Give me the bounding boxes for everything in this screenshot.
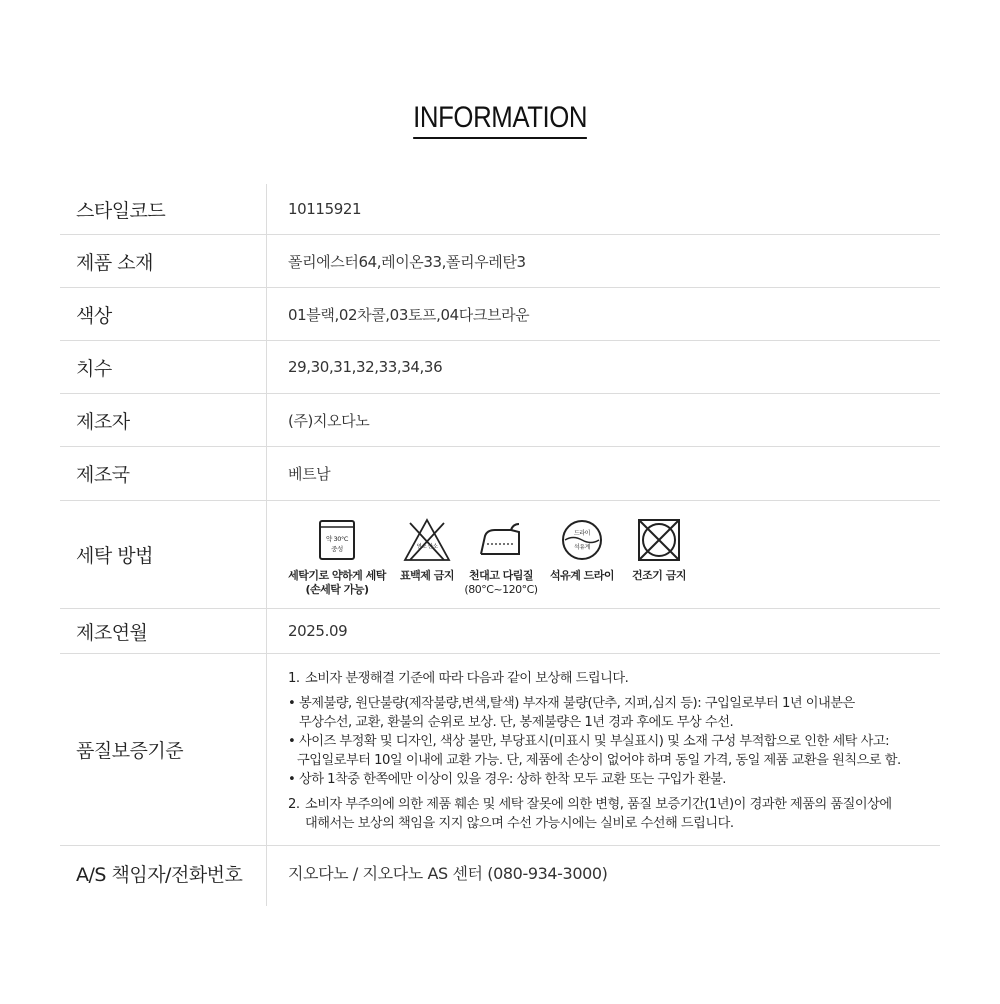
no-bleach-icon bbox=[402, 515, 452, 565]
warranty-bullet-2-a: 사이즈 부정확 및 디자인, 색상 불만, 부당표시(미표시 및 부실표시) 및 소재 구성 부적합으로 인한 세탁 사고: bbox=[299, 733, 890, 749]
row-warranty bbox=[60, 654, 940, 846]
care-label-bleach: 표백제 금지 bbox=[400, 568, 454, 582]
care-label-wash-1: 세탁기로 약하게 세탁 bbox=[288, 568, 386, 582]
style-code-label: 스타일코드 bbox=[60, 184, 267, 234]
size-value: 29,30,31,32,33,34,36 bbox=[288, 358, 443, 376]
row-style-code bbox=[60, 184, 940, 235]
warranty-item-1 bbox=[288, 669, 901, 688]
warranty-value bbox=[267, 654, 940, 845]
care-item-tumble bbox=[624, 515, 694, 583]
row-laundry bbox=[60, 501, 940, 609]
wash-30c-neutral-icon bbox=[317, 515, 357, 565]
iron-icon bbox=[477, 515, 525, 565]
no-tumble-dry-icon bbox=[636, 515, 682, 565]
row-as-contact bbox=[60, 846, 940, 906]
info-table bbox=[60, 184, 940, 906]
warranty-num-2: 2. bbox=[288, 796, 300, 812]
care-label-iron-1: 천대고 다림질 bbox=[468, 568, 534, 582]
maker-label: 제조자 bbox=[60, 394, 267, 446]
color-label: 색상 bbox=[60, 288, 267, 340]
row-color bbox=[60, 288, 940, 341]
row-maker bbox=[60, 394, 940, 447]
care-item-bleach bbox=[392, 515, 462, 583]
dryclean-icon-text-1: 드라이 bbox=[573, 529, 591, 537]
warranty-text-1: 소비자 분쟁해결 기준에 따라 다음과 같이 보상해 드립니다. bbox=[305, 670, 629, 686]
care-label-tumble: 건조기 금지 bbox=[632, 568, 686, 582]
warranty-label: 품질보증기준 bbox=[60, 654, 267, 845]
style-code-value: 10115921 bbox=[288, 200, 362, 218]
country-label: 제조국 bbox=[60, 447, 267, 500]
care-symbols bbox=[282, 515, 694, 597]
warranty-bullet-2-b: 구입일로부터 10일 이내에 교환 가능. 단, 제품에 손상이 없어야 하며 동일 가격, 동일 제품 교환을 원칙으로 함. bbox=[297, 752, 901, 768]
care-label-iron-2: (80°C~120°C) bbox=[464, 582, 538, 596]
warranty-text bbox=[288, 667, 901, 833]
laundry-value bbox=[267, 501, 940, 608]
wash-icon-text-temp: 약 30°C bbox=[325, 534, 349, 543]
row-country bbox=[60, 447, 940, 501]
country-value: 베트남 bbox=[288, 465, 331, 483]
material-value: 폴리에스터64,레이온33,폴리우레탄3 bbox=[288, 252, 526, 271]
wash-icon-text-neutral: 중성 bbox=[331, 544, 343, 553]
warranty-text-2-b: 대해서는 보상의 책임을 지지 않으며 수선 가능시에는 실비로 수선해 드립니다. bbox=[305, 815, 734, 831]
page-title: INFORMATION bbox=[413, 100, 587, 139]
warranty-bullet-1-a: 봉제불량, 원단불량(제작불량,변색,탈색) 부자재 불량(단추, 지퍼,심지 등): 구입일로부터 1년 이내분은 bbox=[299, 695, 855, 711]
warranty-num-1: 1. bbox=[288, 670, 300, 686]
made-date-label: 제조연월 bbox=[60, 609, 267, 653]
material-label: 제품 소재 bbox=[60, 235, 267, 287]
care-item-wash bbox=[282, 515, 392, 597]
warranty-bullet-2: • 사이즈 부정확 및 디자인, 색상 불만, 부당표시(미표시 및 부실표시) 및 소재 구성 부적합으로 인한 세탁 사고: bbox=[288, 733, 890, 749]
row-size bbox=[60, 341, 940, 394]
dry-clean-petroleum-icon bbox=[560, 515, 604, 565]
dryclean-icon-text-2: 석유계 bbox=[573, 543, 591, 551]
made-date-value: 2025.09 bbox=[288, 622, 348, 640]
warranty-text-2-a: 소비자 부주의에 의한 제품 훼손 및 세탁 잘못에 의한 변형, 품질 보증기간(1년)이 경과한 제품의 품질이상에 bbox=[305, 796, 892, 812]
care-label-wash-2: (손세탁 가능) bbox=[305, 582, 369, 596]
title-wrap bbox=[0, 100, 1000, 139]
warranty-bullet-3: • 상하 1착중 한쪽에만 이상이 있을 경우: 상하 한착 모두 교환 또는 구입가 환불. bbox=[288, 771, 726, 787]
care-item-dryclean bbox=[540, 515, 624, 583]
care-item-iron bbox=[462, 515, 540, 597]
bleach-icon-text: 염소 산소 bbox=[416, 543, 438, 550]
warranty-bullet-1: • 봉제불량, 원단불량(제작불량,변색,탈색) 부자재 불량(단추, 지퍼,심지 등): 구입일로부터 1년 이내분은 bbox=[288, 695, 855, 711]
as-contact-value: 지오다노 / 지오다노 AS 센터 (080-934-3000) bbox=[288, 864, 608, 883]
maker-value: (주)지오다노 bbox=[288, 411, 370, 430]
row-material bbox=[60, 235, 940, 288]
laundry-label: 세탁 방법 bbox=[60, 501, 267, 608]
warranty-item-2 bbox=[288, 795, 901, 814]
care-label-dryclean: 석유계 드라이 bbox=[549, 568, 615, 582]
row-made-date bbox=[60, 609, 940, 654]
size-label: 치수 bbox=[60, 341, 267, 393]
warranty-bullet-1-b: 무상수선, 교환, 환불의 순위로 보상. 단, 봉제불량은 1년 경과 후에도 무상 수선. bbox=[299, 714, 734, 730]
color-value: 01블랙,02차콜,03토프,04다크브라운 bbox=[288, 305, 530, 324]
as-contact-label: A/S 책임자/전화번호 bbox=[60, 846, 267, 906]
warranty-bullet-3-text: 상하 1착중 한쪽에만 이상이 있을 경우: 상하 한착 모두 교환 또는 구입가 환불. bbox=[299, 771, 726, 787]
